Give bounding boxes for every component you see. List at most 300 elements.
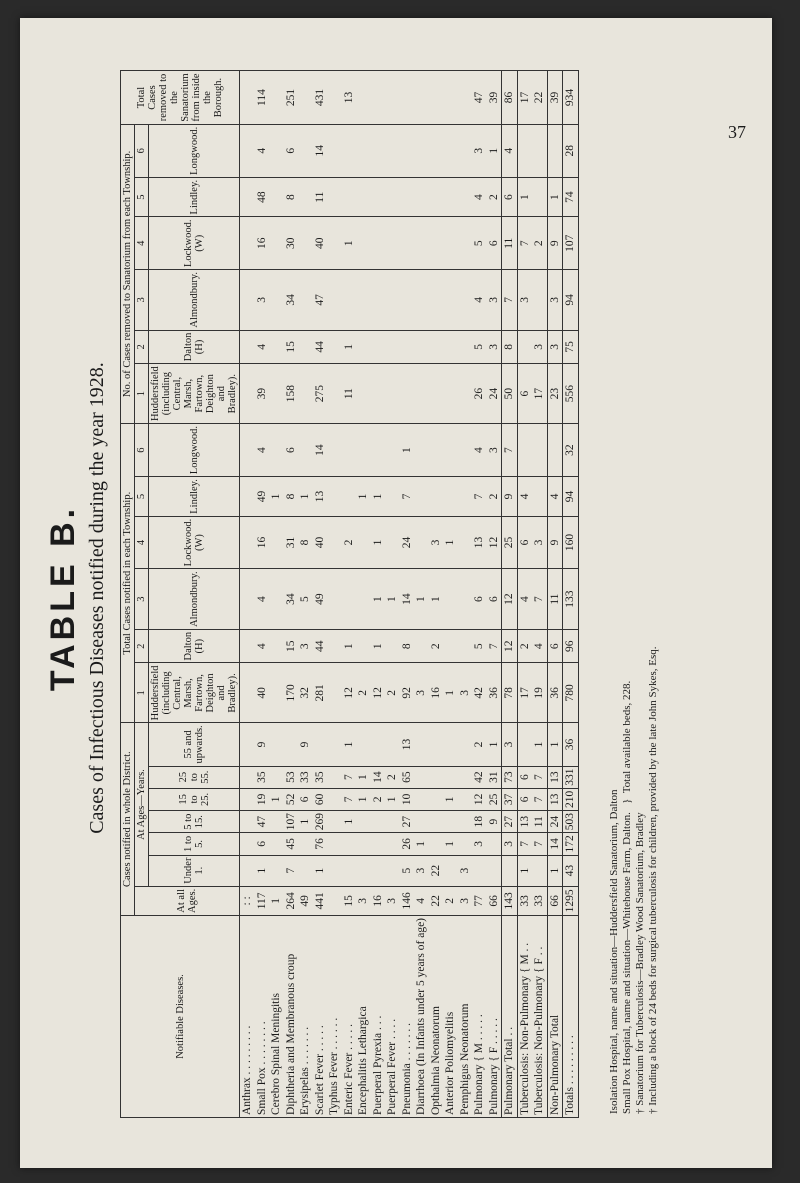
cell-value: 75 — [563, 330, 579, 364]
cell-value: 3 — [472, 833, 487, 855]
cell-value: 6 — [502, 177, 518, 217]
cell-value: 158 — [284, 364, 299, 424]
cell-value — [443, 723, 458, 766]
cell-value — [429, 477, 444, 517]
cell-value: 4 — [255, 330, 270, 364]
table-row — [240, 71, 255, 1118]
header-township-lockwood: Lockwood. (W) — [149, 516, 240, 569]
cell-value: 269 — [313, 811, 328, 833]
cell-value — [429, 424, 444, 477]
cell-value: 14 — [547, 833, 563, 855]
cell-value: 1 — [414, 569, 429, 630]
cell-value — [400, 330, 415, 364]
cell-value — [429, 217, 444, 270]
header-township-lindley: Lindley. — [149, 477, 240, 517]
cell-value: 1 — [356, 788, 371, 810]
table-title: TABLE B. — [44, 504, 82, 692]
cell-value — [240, 270, 255, 331]
cell-value — [458, 124, 473, 177]
cell-value: 28 — [563, 124, 579, 177]
disease-name: Pulmonary { M . . . . . — [472, 915, 487, 1117]
cell-value: 5 — [472, 330, 487, 364]
cell-value: 8 — [284, 477, 299, 517]
cell-value — [458, 516, 473, 569]
cell-value — [458, 217, 473, 270]
cell-value: 6 — [547, 629, 563, 663]
cell-value: 1 — [371, 516, 386, 569]
cell-value: 107 — [284, 811, 299, 833]
cell-value — [414, 330, 429, 364]
cell-value: 4 — [472, 270, 487, 331]
disease-name: Pulmonary { F . . . . . — [487, 915, 502, 1117]
cell-value: 27 — [502, 811, 518, 833]
cell-value: 6 — [472, 569, 487, 630]
cell-value — [385, 124, 400, 177]
cell-value: 60 — [313, 788, 328, 810]
cell-value: 44 — [313, 330, 328, 364]
cell-value — [327, 788, 342, 810]
table-row — [502, 71, 518, 1118]
cell-value — [342, 177, 357, 217]
cell-value — [547, 124, 563, 177]
cell-value: 281 — [313, 663, 328, 723]
cell-value — [487, 833, 502, 855]
table-body — [240, 71, 579, 1118]
cell-value: 16 — [255, 516, 270, 569]
cell-value: 7 — [284, 855, 299, 886]
cell-value: 6 — [284, 124, 299, 177]
cell-value — [327, 477, 342, 517]
disease-name: Scarlet Fever . . . . . — [313, 915, 328, 1117]
cell-value — [240, 833, 255, 855]
cell-value: 14 — [313, 124, 328, 177]
cell-value: 2 — [356, 663, 371, 723]
table-row — [269, 71, 284, 1118]
cell-value: 107 — [563, 217, 579, 270]
cell-value — [327, 364, 342, 424]
cell-value: 6 — [517, 766, 532, 788]
cell-value — [385, 855, 400, 886]
cell-value: 40 — [255, 663, 270, 723]
cell-value — [443, 71, 458, 124]
infectious-diseases-table — [120, 70, 579, 1118]
cell-value: 6 — [255, 833, 270, 855]
cell-value: 53 — [284, 766, 299, 788]
cell-value: 441 — [313, 886, 328, 915]
cell-value: 18 — [472, 811, 487, 833]
cell-value — [429, 330, 444, 364]
cell-value: 16 — [255, 217, 270, 270]
cell-value: 1 — [547, 177, 563, 217]
cell-value: 13 — [400, 723, 415, 766]
cell-value — [458, 270, 473, 331]
cell-value: 780 — [563, 663, 579, 723]
cell-value: 1 — [356, 766, 371, 788]
cell-value — [385, 217, 400, 270]
cell-value: 4 — [472, 424, 487, 477]
cell-value — [458, 766, 473, 788]
cell-value: 66 — [547, 886, 563, 915]
cell-value: 14 — [400, 569, 415, 630]
cell-value — [356, 833, 371, 855]
cell-value: 12 — [502, 629, 518, 663]
cell-value — [240, 766, 255, 788]
cell-value — [356, 629, 371, 663]
table-row — [429, 71, 444, 1118]
cell-value: 133 — [563, 569, 579, 630]
cell-value — [284, 723, 299, 766]
cell-value: 2 — [443, 886, 458, 915]
cell-value — [458, 330, 473, 364]
cell-value — [385, 516, 400, 569]
cell-value — [269, 811, 284, 833]
cell-value — [298, 855, 313, 886]
disease-name: Enteric Fever . . . . . — [342, 915, 357, 1117]
cell-value — [458, 71, 473, 124]
cell-value: 32 — [298, 663, 313, 723]
cell-value: 3 — [532, 330, 547, 364]
cell-value: 11 — [502, 217, 518, 270]
table-row — [385, 71, 400, 1118]
cell-value — [269, 270, 284, 331]
rotated-table-area — [40, 73, 690, 1118]
cell-value: 76 — [313, 833, 328, 855]
cell-value — [327, 663, 342, 723]
cell-value — [458, 833, 473, 855]
header-age: 15 to 25. — [149, 788, 240, 810]
cell-value: 22 — [429, 886, 444, 915]
cell-value — [532, 177, 547, 217]
cell-value — [313, 723, 328, 766]
cell-value: 117 — [255, 886, 270, 915]
cell-value: 1 — [517, 177, 532, 217]
disease-name: Anterior Poliomyelitis — [443, 915, 458, 1117]
disease-name: Pemphigus Neonatorum — [458, 915, 473, 1117]
cell-value — [400, 364, 415, 424]
table-row — [371, 71, 386, 1118]
cell-value: 45 — [284, 833, 299, 855]
header-colnum: 1 — [135, 663, 149, 723]
cell-value: 11 — [313, 177, 328, 217]
cell-value — [443, 330, 458, 364]
cell-value: 40 — [313, 217, 328, 270]
cell-value — [240, 177, 255, 217]
cell-value — [356, 270, 371, 331]
cell-value — [342, 855, 357, 886]
cell-value: 3 — [487, 270, 502, 331]
cell-value — [240, 124, 255, 177]
cell-value — [414, 217, 429, 270]
cell-value — [356, 516, 371, 569]
cell-value: 44 — [313, 629, 328, 663]
cell-value: 3 — [458, 855, 473, 886]
cell-value: 12 — [472, 788, 487, 810]
cell-value: 5 — [472, 629, 487, 663]
cell-value: 2 — [517, 629, 532, 663]
cell-value — [385, 177, 400, 217]
cell-value: 3 — [502, 833, 518, 855]
header-age: 25 to 55. — [149, 766, 240, 788]
cell-value: 1 — [517, 855, 532, 886]
table-row — [547, 71, 563, 1118]
cell-value: 8 — [298, 516, 313, 569]
footnote: Isolation Hospital, name and situation—Huddersfield Sanatorium, Dalton — [608, 789, 620, 1114]
cell-value: 1 — [371, 477, 386, 517]
cell-value — [240, 723, 255, 766]
cell-value — [547, 424, 563, 477]
cell-value — [356, 177, 371, 217]
cell-value: 1 — [385, 569, 400, 630]
cell-value — [269, 629, 284, 663]
cell-value: 4 — [517, 477, 532, 517]
table-row — [356, 71, 371, 1118]
cell-value: 13 — [547, 766, 563, 788]
cell-value — [532, 855, 547, 886]
cell-value — [429, 833, 444, 855]
header-colnum: 3 — [135, 569, 149, 630]
cell-value: 4 — [517, 569, 532, 630]
cell-value: 48 — [255, 177, 270, 217]
cell-value: 4 — [547, 477, 563, 517]
cell-value: 1 — [298, 477, 313, 517]
cell-value — [269, 177, 284, 217]
cell-value: 17 — [517, 71, 532, 124]
table-row — [487, 71, 502, 1118]
disease-name: Non-Pulmonary Total — [547, 915, 563, 1117]
cell-value: 26 — [472, 364, 487, 424]
cell-value: 1 — [342, 811, 357, 833]
cell-value: 3 — [547, 330, 563, 364]
table-row — [298, 71, 313, 1118]
cell-value — [385, 71, 400, 124]
cell-value — [414, 811, 429, 833]
cell-value — [240, 516, 255, 569]
cell-value — [517, 424, 532, 477]
cell-value — [385, 424, 400, 477]
cell-value — [327, 811, 342, 833]
footnote: † Sanatorium for Tuberculosis—Bradley Wood Sanatorium, Bradley — [634, 812, 646, 1114]
cell-value: 6 — [487, 569, 502, 630]
cell-value — [298, 124, 313, 177]
cell-value — [269, 663, 284, 723]
cell-value: 30 — [284, 217, 299, 270]
cell-value: 2 — [487, 477, 502, 517]
cell-value: 14 — [313, 424, 328, 477]
cell-value — [400, 177, 415, 217]
cell-value: 19 — [532, 663, 547, 723]
cell-value — [443, 766, 458, 788]
disease-name: Tuberculosis: Non-Pulmonary { F . . — [532, 915, 547, 1117]
cell-value — [269, 855, 284, 886]
cell-value — [414, 364, 429, 424]
cell-value: 1 — [385, 788, 400, 810]
cell-value — [429, 723, 444, 766]
cell-value — [342, 833, 357, 855]
cell-value: 36 — [563, 723, 579, 766]
cell-value — [517, 330, 532, 364]
cell-value: 74 — [563, 177, 579, 217]
table-row — [327, 71, 342, 1118]
cell-value — [371, 270, 386, 331]
cell-value — [342, 569, 357, 630]
header-removed-longwood: Longwood. — [149, 124, 240, 177]
table-row — [563, 71, 579, 1118]
cell-value — [371, 217, 386, 270]
cell-value — [327, 886, 342, 915]
cell-value: 43 — [563, 855, 579, 886]
cell-value — [269, 217, 284, 270]
cell-value — [429, 270, 444, 331]
cell-value: 26 — [400, 833, 415, 855]
cell-value — [414, 766, 429, 788]
disease-name: Small Pox . . . . . . . . — [255, 915, 270, 1117]
header-colnum: 4 — [135, 516, 149, 569]
cell-value: 3 — [502, 723, 518, 766]
cell-value — [371, 833, 386, 855]
cell-value: 3 — [385, 886, 400, 915]
cell-value — [414, 124, 429, 177]
cell-value — [356, 217, 371, 270]
cell-value: 7 — [532, 788, 547, 810]
cell-value: 264 — [284, 886, 299, 915]
cell-value: 1 — [547, 723, 563, 766]
cell-value — [414, 71, 429, 124]
cell-value: 5 — [298, 569, 313, 630]
cell-value — [414, 270, 429, 331]
cell-value — [385, 477, 400, 517]
cell-value — [429, 71, 444, 124]
cell-value: 86 — [502, 71, 518, 124]
cell-value — [298, 424, 313, 477]
cell-value — [356, 330, 371, 364]
cell-value: 35 — [255, 766, 270, 788]
cell-value — [532, 270, 547, 331]
header-all-ages: At all Ages. — [135, 886, 240, 915]
cell-value — [240, 855, 255, 886]
cell-value: 23 — [547, 364, 563, 424]
cell-value — [458, 364, 473, 424]
cell-value: 15 — [284, 629, 299, 663]
cell-value: 13 — [517, 811, 532, 833]
cell-value — [443, 477, 458, 517]
cell-value — [240, 811, 255, 833]
cell-value: 1 — [443, 516, 458, 569]
cell-value: 4 — [255, 569, 270, 630]
cell-value: 7 — [342, 766, 357, 788]
cell-value: 3 — [429, 516, 444, 569]
header-colnum: 5 — [135, 177, 149, 217]
header-at-ages: At Ages—Years. — [135, 723, 149, 886]
cell-value: 6 — [517, 516, 532, 569]
cell-value: 331 — [563, 766, 579, 788]
cell-value: 7 — [342, 788, 357, 810]
table-subtitle: Cases of Infectious Diseases notified during the year 1928. — [86, 362, 108, 834]
cell-value — [443, 811, 458, 833]
cell-value — [458, 788, 473, 810]
document-page — [20, 18, 772, 1168]
cell-value: 7 — [487, 629, 502, 663]
cell-value: 1 — [269, 477, 284, 517]
header-colnum: 3 — [135, 270, 149, 331]
cell-value: 17 — [532, 364, 547, 424]
cell-value — [240, 424, 255, 477]
cell-value: 275 — [313, 364, 328, 424]
cell-value: 47 — [255, 811, 270, 833]
header-whole-district: Cases notified in whole District. — [121, 723, 135, 916]
cell-value: 36 — [547, 663, 563, 723]
cell-value — [517, 723, 532, 766]
cell-value: 160 — [563, 516, 579, 569]
cell-value — [443, 270, 458, 331]
cell-value: 1 — [269, 788, 284, 810]
cell-value — [414, 788, 429, 810]
cell-value — [502, 855, 518, 886]
cell-value — [371, 124, 386, 177]
cell-value — [414, 516, 429, 569]
cell-value — [517, 124, 532, 177]
table-row — [458, 71, 473, 1118]
cell-value: 31 — [487, 766, 502, 788]
disease-name: Typhus Fever . . . . . . — [327, 915, 342, 1117]
cell-value: 3 — [414, 663, 429, 723]
cell-value: 6 — [298, 788, 313, 810]
cell-value: 13 — [547, 788, 563, 810]
cell-value: 37 — [502, 788, 518, 810]
cell-value — [532, 477, 547, 517]
cell-value: 1 — [371, 569, 386, 630]
table-row — [472, 71, 487, 1118]
cell-value: 6 — [487, 217, 502, 270]
cell-value: 12 — [502, 569, 518, 630]
cell-value: 16 — [371, 886, 386, 915]
disease-name: Cerebro Spinal Meningitis — [269, 915, 284, 1117]
cell-value — [356, 124, 371, 177]
table-row — [255, 71, 270, 1118]
cell-value — [371, 424, 386, 477]
cell-value: 40 — [313, 516, 328, 569]
cell-value — [385, 833, 400, 855]
cell-value — [327, 569, 342, 630]
cell-value: 12 — [371, 663, 386, 723]
cell-value: 32 — [563, 424, 579, 477]
cell-value: 3 — [458, 886, 473, 915]
cell-value: 73 — [502, 766, 518, 788]
cell-value: 25 — [487, 788, 502, 810]
cell-value: 6 — [284, 424, 299, 477]
cell-value — [240, 629, 255, 663]
cell-value: 1 — [400, 424, 415, 477]
cell-value: 3 — [487, 424, 502, 477]
cell-value: 34 — [284, 270, 299, 331]
cell-value: 7 — [532, 833, 547, 855]
header-age: 55 and upwards. — [149, 723, 240, 766]
header-colnum: 6 — [135, 424, 149, 477]
cell-value: 14 — [371, 766, 386, 788]
cell-value: 1 — [443, 663, 458, 723]
cell-value: 11 — [342, 364, 357, 424]
cell-value: 9 — [487, 811, 502, 833]
cell-value: 2 — [342, 516, 357, 569]
cell-value — [443, 855, 458, 886]
header-removed-almondbury: Almondbury. — [149, 270, 240, 331]
cell-value: 33 — [532, 886, 547, 915]
cell-value — [327, 424, 342, 477]
cell-value: 96 — [563, 629, 579, 663]
cell-value — [458, 723, 473, 766]
cell-value: 15 — [284, 330, 299, 364]
table-row — [342, 71, 357, 1118]
cell-value — [327, 855, 342, 886]
